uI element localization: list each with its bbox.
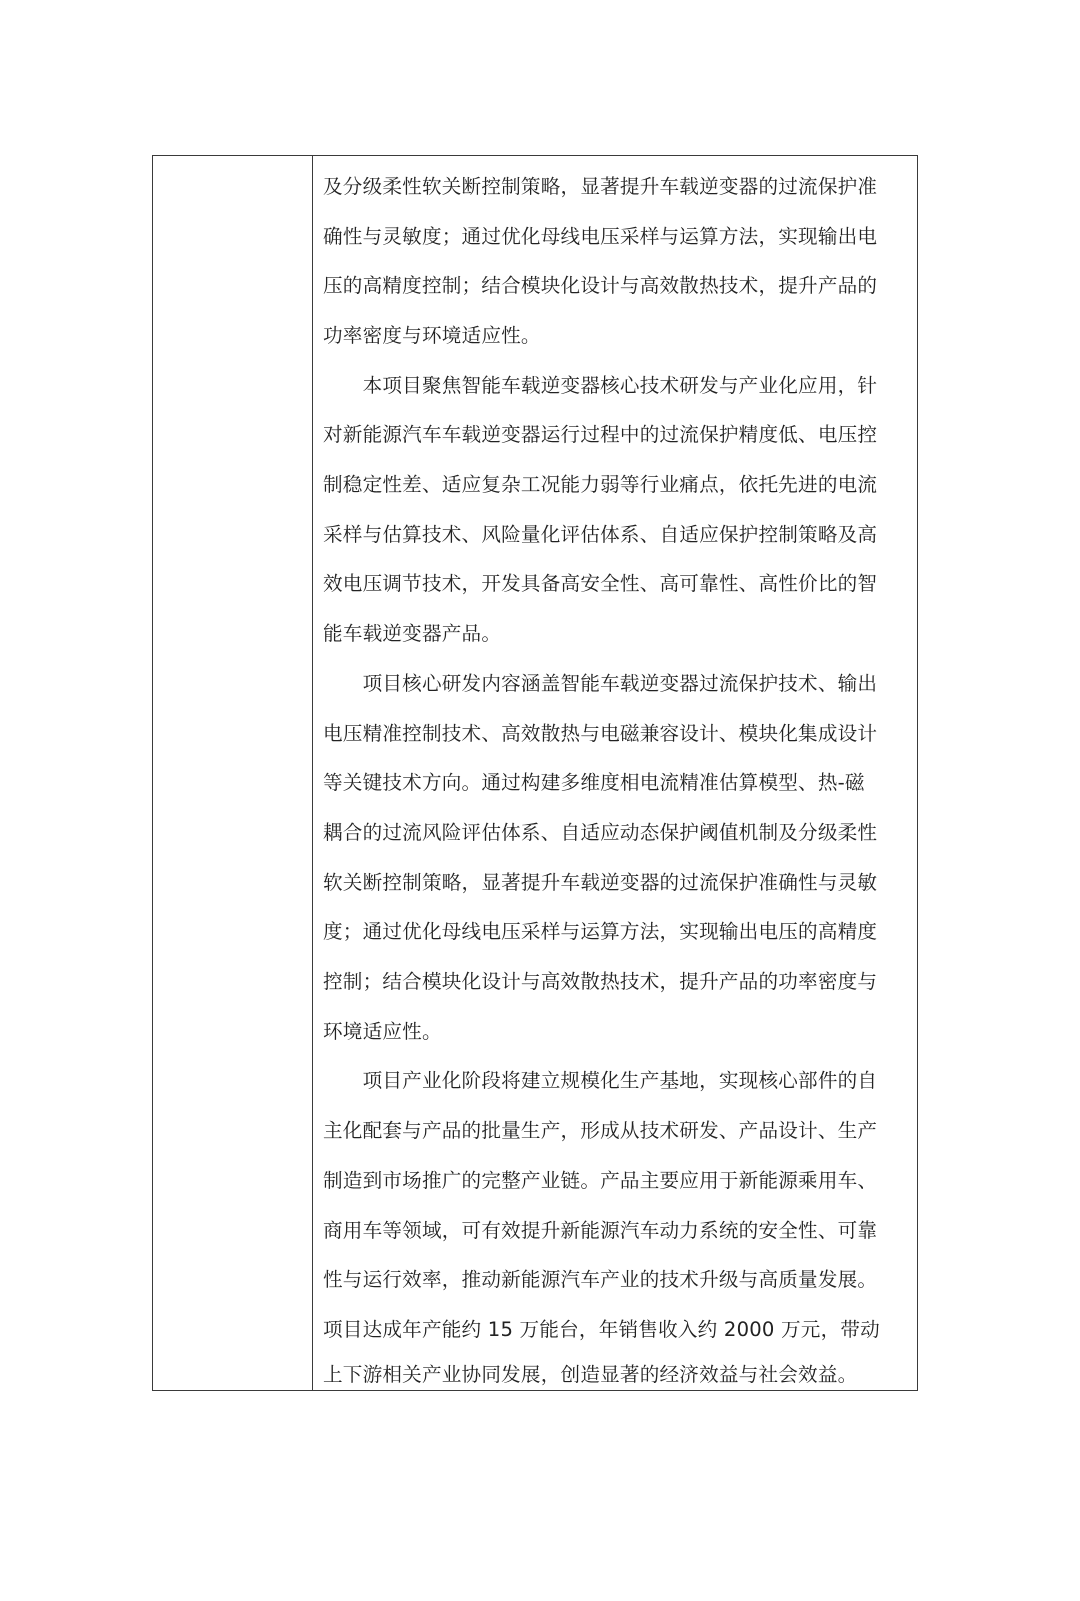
text-line: 对新能源汽车车载逆变器运行过程中的过流保护精度低、电压控 [323,423,878,446]
text-line: 本项目聚焦智能车载逆变器核心技术研发与产业化应用，针 [323,374,878,397]
text-line: 压的高精度控制；结合模块化设计与高效散热技术，提升产品的 [323,274,878,297]
text-line: 效电压调节技术，开发具备高安全性、高可靠性、高性价比的智 [323,572,878,595]
text-line: 及分级柔性软关断控制策略，显著提升车载逆变器的过流保护准 [323,175,878,198]
text-line: 度；通过优化母线电压采样与运算方法，实现输出电压的高精度 [323,920,878,943]
text-line: 功率密度与环境适应性。 [323,324,541,347]
text-line: 主化配套与产品的批量生产，形成从技术研发、产品设计、生产 [323,1119,878,1142]
table-left-cell [153,156,313,1390]
text-line: 制稳定性差、适应复杂工况能力弱等行业痛点，依托先进的电流 [323,473,878,496]
document-table [152,155,918,1391]
table-right-cell [313,156,917,1390]
text-line: 等关键技术方向。通过构建多维度相电流精准估算模型、热-磁 [323,771,865,794]
text-line: 项目核心研发内容涵盖智能车载逆变器过流保护技术、输出 [323,672,878,695]
text-line: 制造到市场推广的完整产业链。产品主要应用于新能源乘用车、 [323,1169,878,1192]
text-line: 上下游相关产业协同发展，创造显著的经济效益与社会效益。 [323,1363,858,1386]
text-line: 耦合的过流风险评估体系、自适应动态保护阈值机制及分级柔性 [323,821,878,844]
text-line: 软关断控制策略，显著提升车载逆变器的过流保护准确性与灵敏 [323,871,878,894]
text-line: 确性与灵敏度；通过优化母线电压采样与运算方法，实现输出电 [323,225,878,248]
text-line: 性与运行效率，推动新能源汽车产业的技术升级与高质量发展。 [323,1268,878,1291]
text-line: 商用车等领域，可有效提升新能源汽车动力系统的安全性、可靠 [323,1219,878,1242]
text-line: 控制；结合模块化设计与高效散热技术，提升产品的功率密度与 [323,970,878,993]
text-line: 能车载逆变器产品。 [323,622,502,645]
text-line: 项目达成年产能约 15 万能台，年销售收入约 2000 万元，带动 [323,1318,880,1341]
text-line: 采样与估算技术、风险量化评估体系、自适应保护控制策略及高 [323,523,878,546]
text-line: 项目产业化阶段将建立规模化生产基地，实现核心部件的自 [323,1069,878,1092]
text-line: 电压精准控制技术、高效散热与电磁兼容设计、模块化集成设计 [323,722,878,745]
text-line: 环境适应性。 [323,1020,442,1043]
